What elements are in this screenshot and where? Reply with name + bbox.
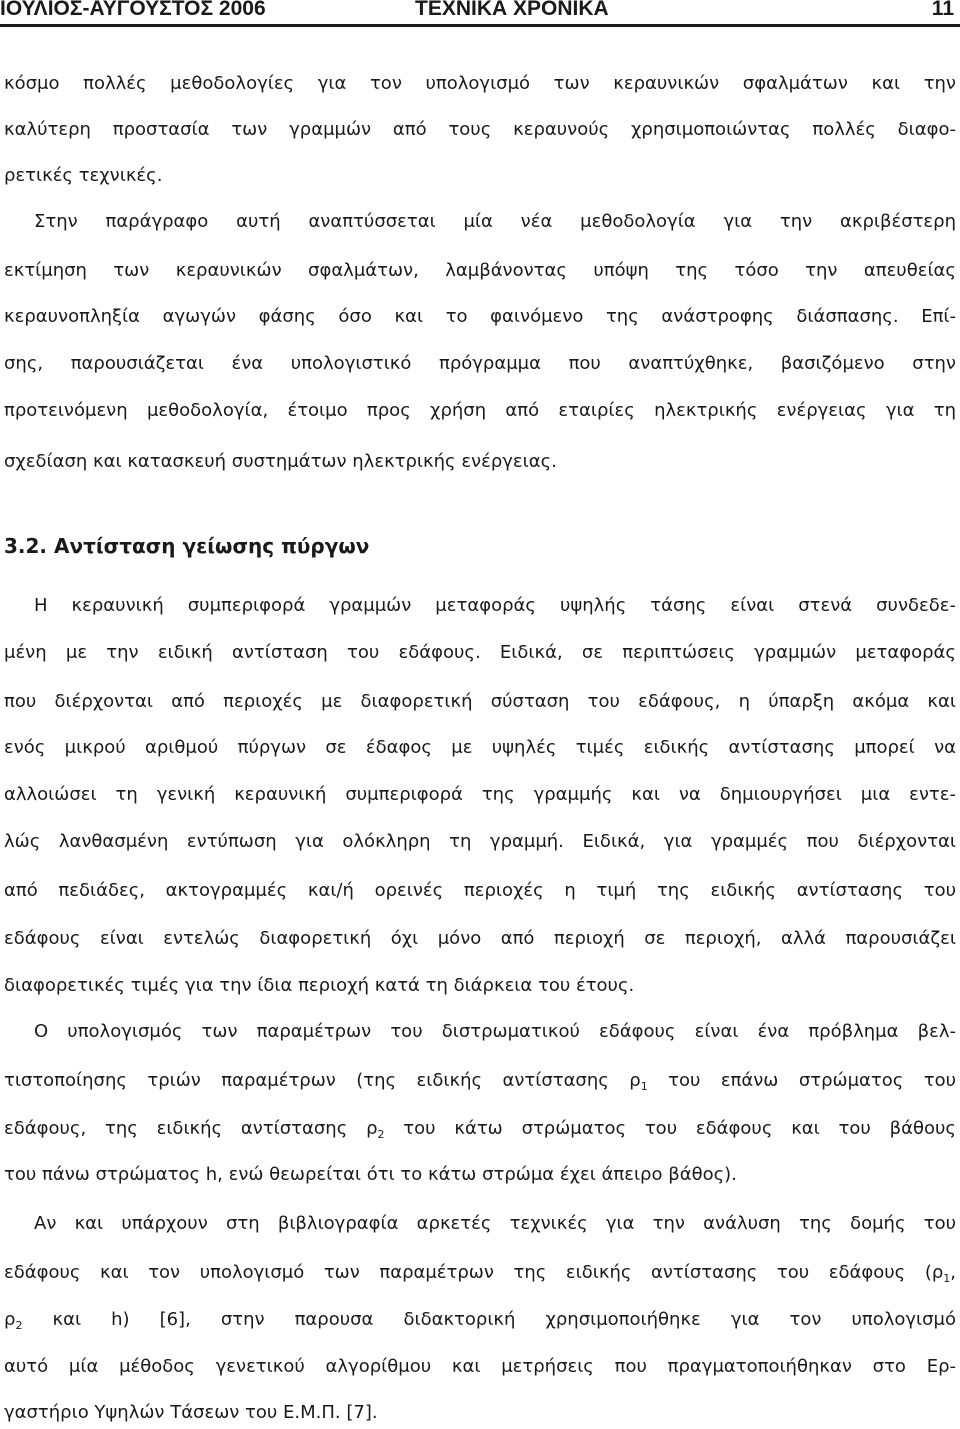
text-line: προτεινόμενη μεθοδολογία, έτοιμο προς χρήση από εταιρίες ηλεκτρικής ενέργειας για τη xyxy=(4,400,956,421)
text-line: Αν και υπάρχουν στη βιβλιογραφία αρκετές τεχνικές για την ανάλυση της δομής του xyxy=(34,1213,956,1234)
section-heading: 3.2. Αντίσταση γείωσης πύργων xyxy=(4,534,370,558)
subscript: 2 xyxy=(377,1128,385,1141)
text-line: ρετικές τεχνικές. xyxy=(4,165,163,186)
text-line: λώς λανθασμένη εντύπωση για ολόκληρη τη γραμμή. Ειδικά, για γραμμές που διέρχονται xyxy=(4,831,956,852)
text-line xyxy=(4,1117,956,1141)
text-line: αυτό μία μέθοδος γενετικού αλγορίθμου και μετρήσεις που πραγματοποιήθηκαν στο Ερ- xyxy=(4,1356,956,1377)
text-fragment: εδάφους και τον υπολογισμό των παραμέτρων της ειδικής αντίστασης του εδάφους (ρ xyxy=(4,1262,944,1283)
text-line: ενός μικρού αριθμού πύργων σε έδαφος με υψηλές τιμές ειδικής αντίστασης μπορεί να xyxy=(4,737,956,758)
text-line: από πεδιάδες, ακτογραμμές και/ή ορεινές περιοχές η τιμή της ειδικής αντίστασης του xyxy=(4,880,956,901)
text-fragment: , xyxy=(950,1262,956,1283)
header-date: ΙΟΥΛΙΟΣ-ΑΥΓΟΥΣΤΟΣ 2006 xyxy=(0,0,266,20)
text-line: διαφορετικές τιμές για την ίδια περιοχή κατά τη διάρκεια του έτους. xyxy=(4,975,635,996)
text-line: εδάφους είναι εντελώς διαφορετική όχι μόνο από περιοχή σε περιοχή, αλλά παρουσιάζει xyxy=(4,928,956,949)
text-line: κόσμο πολλές μεθοδολογίες για τον υπολογισμό των κεραυνικών σφαλμάτων και την xyxy=(4,73,956,94)
text-line: Η κεραυνική συμπεριφορά γραμμών μεταφοράς υψηλής τάσης είναι στενά συνδεδε- xyxy=(34,595,956,616)
text-line: εκτίμηση των κεραυνικών σφαλμάτων, λαμβάνοντας υπόψη της τόσο την απευθείας xyxy=(4,260,956,281)
text-fragment: και h) [6], στην παρουσα διδακτορική χρησιμοποιήθηκε για τον υπολογισμό xyxy=(22,1309,956,1330)
text-fragment: του κάτω στρώματος του εδάφους και του βάθους xyxy=(384,1118,956,1139)
text-line xyxy=(4,1308,956,1332)
page-number: 11 xyxy=(931,0,954,20)
text-fragment: τιστοποίησης τριών παραμέτρων (της ειδικής αντίστασης ρ xyxy=(4,1070,641,1091)
subscript: 2 xyxy=(15,1319,23,1332)
header-journal-title: ΤΕΧΝΙΚΑ ΧΡΟΝΙΚΑ xyxy=(415,0,609,20)
text-line: σχεδίαση και κατασκευή συστημάτων ηλεκτρικής ενέργειας. xyxy=(4,451,557,472)
text-line: σης, παρουσιάζεται ένα υπολογιστικό πρόγραμμα που αναπτύχθηκε, βασιζόμενο στην xyxy=(4,353,956,374)
text-fragment: εδάφους, της ειδικής αντίστασης ρ xyxy=(4,1118,378,1139)
text-line: του πάνω στρώματος h, ενώ θεωρείται ότι το κάτω στρώμα έχει άπειρο βάθος). xyxy=(4,1164,737,1185)
text-line: Στην παράγραφο αυτή αναπτύσσεται μία νέα μεθοδολογία για την ακριβέστερη xyxy=(34,211,956,232)
text-line: που διέρχονται από περιοχές με διαφορετική σύσταση του εδάφους, η ύπαρξη ακόμα και xyxy=(4,691,956,712)
text-line: κεραυνοπληξία αγωγών φάσης όσο και το φαινόμενο της ανάστροφης διάσπασης. Επί- xyxy=(4,306,956,327)
text-line xyxy=(4,1261,956,1285)
text-fragment: ρ xyxy=(4,1309,16,1330)
text-line: Ο υπολογισμός των παραμέτρων του διστρωματικού εδάφους είναι ένα πρόβλημα βελ- xyxy=(34,1021,956,1042)
text-line: καλύτερη προστασία των γραμμών από τους κεραυνούς χρησιμοποιώντας πολλές διαφο- xyxy=(4,119,956,140)
subscript: 1 xyxy=(640,1080,648,1093)
text-line: αλλοιώσει τη γενική κεραυνική συμπεριφορά της γραμμής και να δημιουργήσει μια εντε- xyxy=(4,784,956,805)
text-line xyxy=(4,1069,956,1093)
text-line: μένη με την ειδική αντίσταση του εδάφους. Ειδικά, σε περιπτώσεις γραμμών μεταφοράς xyxy=(4,642,956,663)
text-fragment: του επάνω στρώματος του xyxy=(647,1070,956,1091)
text-line: γαστήριο Υψηλών Τάσεων του Ε.Μ.Π. [7]. xyxy=(4,1402,378,1423)
page-header xyxy=(0,0,960,27)
subscript: 1 xyxy=(943,1272,951,1285)
